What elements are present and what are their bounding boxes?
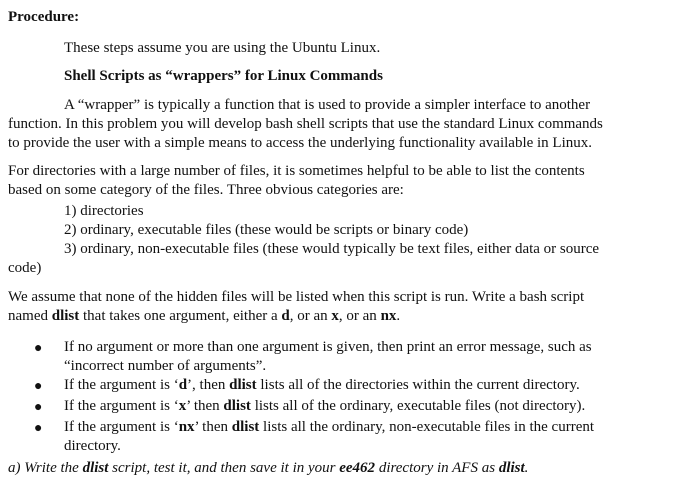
paragraph-line: For directories with a large number of files, it is sometimes helpful to be able to list the contents xyxy=(8,163,585,179)
bullet-item: If the argument is ‘x’ then dlist lists all of the ordinary, executable files (not directory). xyxy=(64,398,586,414)
intro-text: These steps assume you are using the Ubuntu Linux. xyxy=(64,40,381,56)
category-item: 2) ordinary, executable files (these would be scripts or binary code) xyxy=(64,222,469,238)
bullet-item: If the argument is ‘nx’ then dlist lists all the ordinary, non-executable files in the current xyxy=(64,419,595,435)
task-line: a) Write the dlist script, test it, and then save it in your ee462 directory in AFS as dlist. xyxy=(8,460,529,476)
paragraph-line: function. In this problem you will develop bash shell scripts that use the standard Linux commands xyxy=(8,116,603,132)
dlist-cmd: dlist xyxy=(223,398,251,414)
category-wrap: code) xyxy=(8,260,42,276)
category-item: 1) directories xyxy=(64,203,144,219)
bullet-icon: ● xyxy=(34,400,43,415)
bullet-item: If no argument or more than one argument is given, then print an error message, such as xyxy=(64,339,592,355)
bullet-icon: ● xyxy=(34,379,43,394)
bullet-item: If the argument is ‘d’, then dlist lists all of the directories within the current directory. xyxy=(64,377,580,393)
task-label: a) xyxy=(8,460,21,476)
bullet-item-wrap: directory. xyxy=(64,438,121,454)
procedure-heading: Procedure: xyxy=(8,9,80,25)
arg-d: d xyxy=(281,308,290,324)
bullet-icon: ● xyxy=(34,421,43,436)
dlist-cmd: dlist xyxy=(231,419,260,435)
bullet-item-wrap: “incorrect number of arguments”. xyxy=(64,358,267,374)
bullet-icon: ● xyxy=(34,341,43,356)
script-name: dlist xyxy=(51,308,80,324)
section-subheading: Shell Scripts as “wrappers” for Linux Commands xyxy=(64,68,383,84)
arg-nx: nx xyxy=(380,308,397,324)
directory-name: ee462 xyxy=(339,460,376,476)
dlist-cmd: dlist xyxy=(229,377,257,393)
paragraph-line: to provide the user with a simple means to access the underlying functionality available in Linux. xyxy=(8,135,593,151)
arg-x: x xyxy=(331,308,339,324)
paragraph-line: based on some category of the files. Three obvious categories are: xyxy=(8,182,404,198)
category-item: 3) ordinary, non-executable files (these would typically be text files, either data or source xyxy=(64,241,600,257)
paragraph-line: We assume that none of the hidden files will be listed when this script is run. Write a bash script xyxy=(8,289,585,305)
paragraph-line: A “wrapper” is typically a function that is used to provide a simpler interface to another xyxy=(64,97,591,113)
paragraph-line: named dlist that takes one argument, either a d, or an x, or an nx. xyxy=(8,308,401,324)
